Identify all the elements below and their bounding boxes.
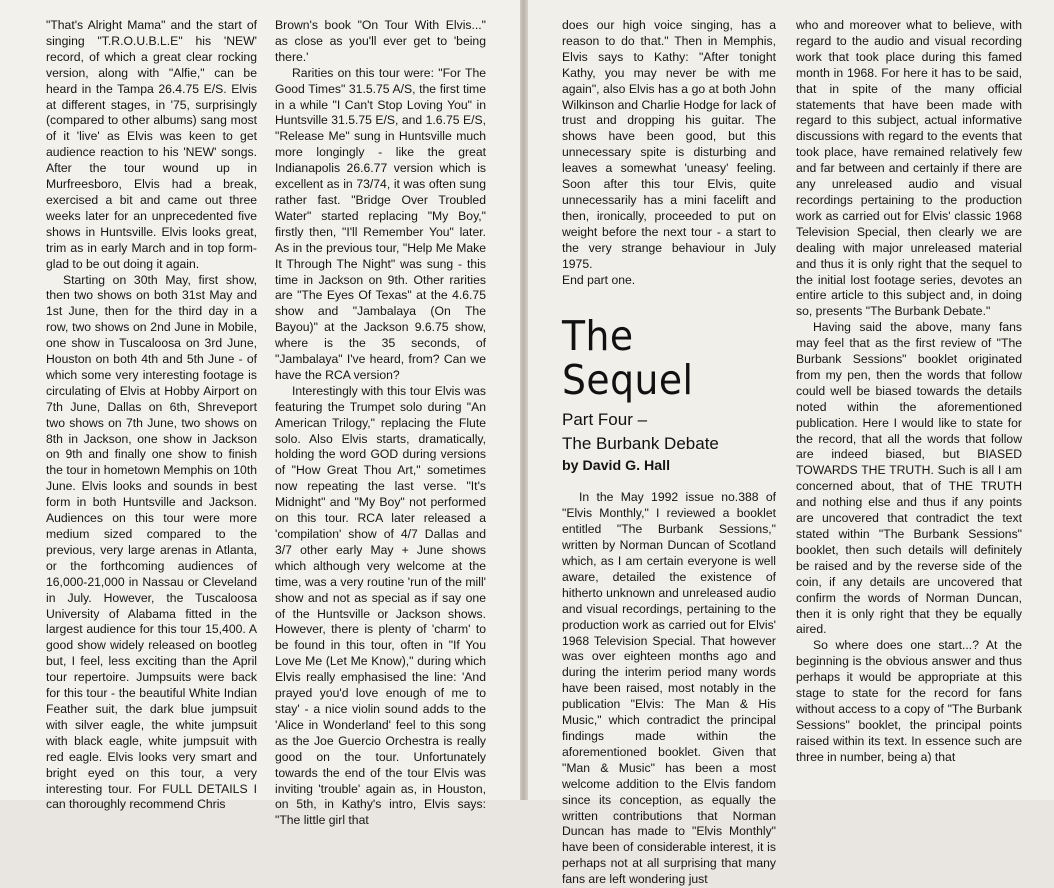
right-page-column-1 bbox=[562, 18, 776, 888]
left-page bbox=[0, 0, 520, 828]
article-subtitle: The Burbank Debate bbox=[562, 434, 719, 454]
left-page-column-2 bbox=[275, 18, 486, 829]
paragraph: Brown's book "On Tour With Elvis..." as close as you'll ever get to 'being there.' bbox=[275, 18, 486, 64]
paragraph: who and moreover what to believe, with regard to the audio and visual recording work that took place during this famed month in 1968. For here it has to be said, that in spite of the many official statements that have been made with regard to this subject, actual informative discussions with regard to the events that took place, have remained relatively few and far between and certainly if there are any unreleased audio and visual recordings pertaining to the production work as carried out for Elvis' classic 1968 Television Special, then clearly we are dealing with major unreleased material and thus it is only right that the sequel to the initial lost footage series, devotes an entire article to this subject and, in doing so, presents "The Burbank Debate." bbox=[796, 18, 1022, 319]
article-title: The Sequel bbox=[562, 312, 694, 405]
article-subtitle-part: Part Four – bbox=[562, 410, 648, 430]
paragraph: Having said the above, many fans may feel that as the first review of "The Burbank Sessions" booklet originated from my pen, then the words that follow could well be biased towards the details noted within the aforementioned publication. Here I would like to state for the record, that all the words that follow are indeed biased, but BIASED TOWARDS THE TRUTH. Such is all I am concerned about, that of THE TRUTH and nothing else and thus if any points are uncovered that contradict the text stated within "The Burbank Sessions" booklet, then such details will definitely be raised and by the reverse side of the coin, if any details are uncovered that confirm the words of Norman Duncan, then it is only right that they be equally aired. bbox=[796, 320, 1022, 637]
paragraph: Rarities on this tour were: "For The Good Times" 31.5.75 A/S, the first time in a while "I Can't Stop Loving You" in Huntsville 31.5.75 E/S, and 1.6.75 E/S, "Release Me" sung in Huntsville much more longingly - like the great Indianapolis 26.6.77 version which is excellent as in 73/74, it was often sung rather fast. "Bridge Over Troubled Water" started replacing "My Boy," firstly then, "I'll Remember You" later. As in the previous tour, "Help Me Make It Through The Night" was sung - this time in Jackson on 9th. Other rarities are "The Eyes Of Texas" at the 4.6.75 show and "Jambalaya (On The Bayou)" at the Jackson 9.6.75 show, where is the 35 seconds, of "Jambalaya" I've heard, from? Can we have the RCA version? bbox=[275, 65, 486, 382]
left-page-column-1 bbox=[46, 18, 257, 813]
paragraph: Starting on 30th May, first show, then two shows on both 31st May and 1st June, then for the third day in a row, two shows on 2nd June in Mobile, one show in Tuscaloosa on 3rd June, Houston on both 4th and 5th June - of which some very interesting footage is circulating of Elvis at Hobby Airport on 7th June, Dallas on 6th, Shreveport two shows on 7th June, two shows on 8th in Jackson, one show in Jackson on 9th and finally one show to finish the tour in hometown Memphis on 10th June. Elvis looks and sounds in best form in both Huntsville and Jackson. Audiences on this tour were more medium sized compared to the previous, very large arenas in Atlanta, or the forthcoming audiences of 16,000-21,000 in Nassau or Cleveland in July. However, the Tuscaloosa University of Alabama fitted in the largest audience for this tour 15,400. A good show widely released on bootleg but, I feel, less exciting than the April tour repertoire. Jumpsuits were back for this tour - the beautiful White Indian Feather suit, the dark blue jumpsuit with silver eagle, the white jumpsuit with black eagle, white jumpsuit with red eagle. Elvis looks very smart and bright eyed on this tour, a very interesting tour. For FULL DETAILS I can thoroughly recommend Chris bbox=[46, 272, 257, 812]
paragraph: does our high voice singing, has a reason to do that." Then in Memphis, Elvis says to Kathy: "After tonight Kathy, you may never be with me again", also Elvis has a go at both John Wilkinson and Charlie Hodge for lack of trust and dropping his guitar. The shows have been good, but this unnecessary spite is disturbing and leaves a somewhat 'uneasy' feeling. Soon after this tour Elvis, quite unnecessarily has a mini facelift and then, ironically, proceeded to put on weight before the next tour - a start to the very strange behaviour in July 1975. bbox=[562, 18, 776, 271]
byline: by David G. Hall bbox=[562, 458, 671, 475]
paragraph: Interestingly with this tour Elvis was featuring the Trumpet solo during "An American Trilogy," replacing the Flute solo. Also Elvis starts, dramatically, holding the word GOD during versions of "How Great Thou Art," sometimes now repeating the last verse. "It's Midnight" and "My Boy" not performed on this tour. RCA later released a 'compilation' show of 4/7 Dallas and 3/7 other early May + June shows which although very welcome at the time, was a very routine 'run of the mill' show and not as special as if say one of the Huntsville or Jackson shows. However, there is plenty of 'charm' to be found in this tour, often in "If You Love Me (Let Me Know)," during which Elvis really emphasised the line: 'And prayed you'd love enough of me to stay' - a nice violin sound adds to the 'Alice in Wonderland' feel to this song as the Joe Guercio Orchestra is really good on the tour. Unfortunately towards the end of the tour Elvis was inviting 'trouble' again as, in Houston, on 5th, in Kathy's intro, Elvis says: "The little girl that bbox=[275, 383, 486, 828]
end-note: End part one. bbox=[562, 272, 636, 287]
right-page bbox=[528, 0, 1054, 887]
paragraph: "That's Alright Mama" and the start of singing "T.R.O.U.B.L.E" his 'NEW' record, of which a great clear rocking version, along with "Alfie," can be heard in the Tampa 26.4.75 E/S. Elvis at different stages, in '75, surprisingly (compared to other albums) sang most of it 'live' as Elvis was keen to get audience reaction to his 'NEW' songs. After the tour wound up in Murfreesboro, Elvis had a break, exercised a bit and came out three weeks later for an unprecedented five shows in Huntsville. Elvis looks great, trim as in early March and in top form-glad to be out doing it again. bbox=[46, 18, 257, 271]
page-gutter bbox=[520, 0, 528, 800]
paragraph: In the May 1992 issue no.388 of "Elvis Monthly," I reviewed a booklet entitled "The Burbank Sessions," written by Norman Duncan of Scotland which, as I am certain everyone is well aware, detailed the existence of hitherto unknown and unreleased audio and visual recordings, pertaining to the production work as carried out for Elvis' 1968 Television Special. That however was over eighteen months ago and during the interim period many words have been raised, most notably in the publication "Elvis: The Man & His Music," which contradict the principal findings made within the aforementioned booklet. Given that "Man & Music" has been a most welcome addition to the Elvis fandom since its conception, as equally the written contributions that Norman Duncan has made to "Elvis Monthly" have been of considerable interest, it is perhaps not at all surprising that many fans are left wondering just bbox=[562, 490, 776, 887]
right-page-column-2 bbox=[796, 18, 1022, 766]
paragraph: So where does one start...? At the beginning is the obvious answer and thus perhaps it would be appropriate at this stage to state for the record for fans without access to a copy of "The Burbank Sessions" booklet, the principal points raised within its text. In essence such are three in number, being a) that bbox=[796, 638, 1022, 764]
